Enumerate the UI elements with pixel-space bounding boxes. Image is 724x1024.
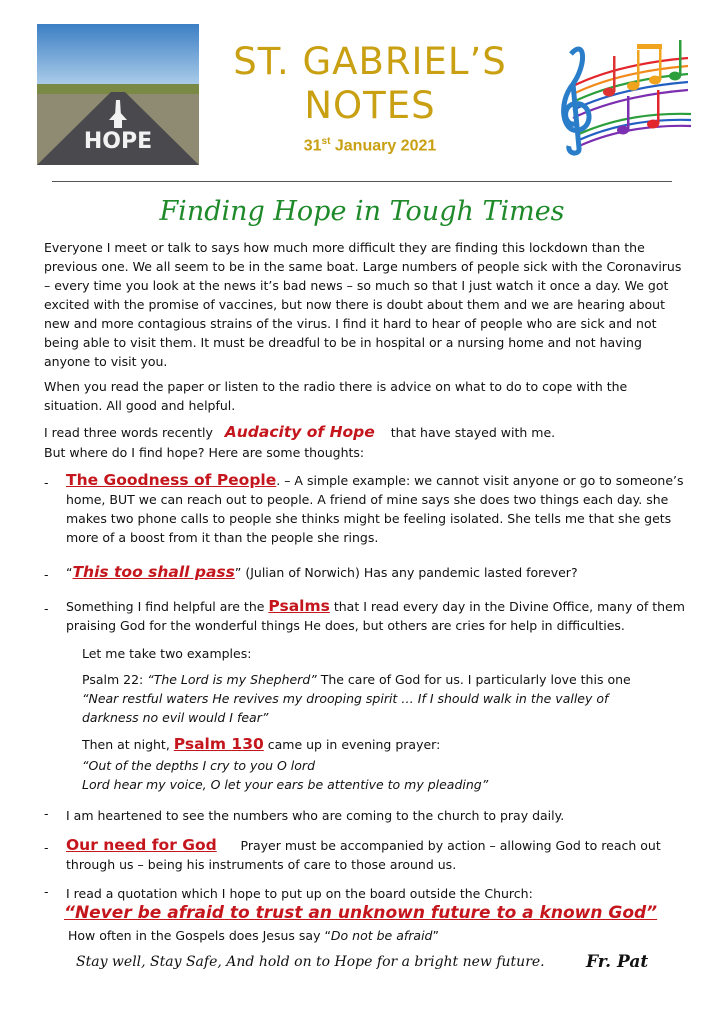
bullet-psalms: Something I find helpful are the Psalms that I read every day in the Divine Office, many of them praising God for the wonderful things He does, but others are cries for help in difficulties.: [66, 597, 685, 633]
psalm-130-title: Psalm 130: [173, 735, 264, 753]
article-headline: Finding Hope in Tough Times: [159, 196, 565, 227]
bullet-marker: -: [44, 806, 49, 821]
goodness-of-people-title: The Goodness of People: [66, 471, 277, 489]
bullet-goodness-of-people: The Goodness of People. – A simple example: we cannot visit anyone or go to someone’s home, BUT we can reach out to people. A friend of mine says she does two things each day. she makes two phone calls to people she thinks might be feeling isolated. She tells me that she gets more of a boost from it than the people she rings.: [66, 471, 684, 545]
paragraph-where-hope: But where do I find hope? Here are some thoughts:: [44, 445, 365, 460]
bullet-this-too-shall-pass: “This too shall pass” (Julian of Norwich) Has any pandemic lasted forever?: [66, 563, 578, 581]
hope-image-text: HOPE: [83, 129, 153, 154]
this-too-shall-pass-title: This too shall pass: [72, 563, 235, 581]
newsletter-title-line2: NOTES: [304, 84, 436, 127]
bullet-quotation: I read a quotation which I hope to put up on the board outside the Church:: [66, 886, 533, 901]
closing-message: Stay well, Stay Safe, And hold on to Hope for a bright new future.: [76, 954, 545, 970]
psalm-130-line1: Then at night, Psalm 130 came up in evening prayer:: [82, 735, 441, 753]
paragraph-intro: Everyone I meet or talk to says how much more difficult they are finding this lockdown than the previous one. We all seem to be in the same boat. Large numbers of people sick with the Coronavirus – every time you look at the news it’s bad news – so much so that I just watch it once a day. We got excited with the promise of vaccines, but now there is doubt about them and we are hearing about new and more contagious strains of the virus. I find it hard to hear of people who are sick and not being able to visit them. It must be dreadful to be in hospital or a nursing home and not having anyone to visit you.: [44, 240, 682, 369]
do-not-be-afraid-line: How often in the Gospels does Jesus say “Do not be afraid”: [68, 928, 439, 943]
bullet-need-for-god: Our need for God Prayer must be accompanied by action – allowing God to reach out through us – being his instruments of care to those around us.: [66, 836, 661, 872]
header-divider: [52, 181, 672, 182]
bullet-marker: -: [44, 840, 49, 855]
newsletter-title-line1: ST. GABRIEL’S: [233, 40, 507, 83]
hope-road-image: [37, 24, 199, 165]
bullet-church-numbers: I am heartened to see the numbers who are coming to the church to pray daily.: [66, 808, 565, 823]
psalm-22-line3: darkness no evil would I fear”: [82, 710, 269, 725]
bullet-marker: -: [44, 567, 49, 582]
audacity-of-hope-highlight: Audacity of Hope: [224, 423, 375, 441]
psalm-22-line1: Psalm 22: “The Lord is my Shepherd” The care of God for us. I particularly love this one: [82, 672, 631, 687]
psalm-examples-intro: Let me take two examples:: [82, 646, 252, 661]
psalm-130-line2: “Out of the depths I cry to you O lord: [82, 758, 316, 773]
bullet-marker: -: [44, 601, 49, 616]
psalm-130-line3: Lord hear my voice, O let your ears be attentive to my pleading”: [82, 777, 489, 792]
paragraph-three-words: I read three words recently Audacity of Hope that have stayed with me.: [44, 423, 556, 441]
paragraph-advice: When you read the paper or listen to the radio there is advice on what to do to cope with the situation. All good and helpful.: [44, 379, 628, 413]
psalm-22-line2: “Near restful waters He revives my drooping spirit … If I should walk in the valley of: [82, 691, 609, 706]
bullet-marker: -: [44, 475, 49, 490]
need-for-god-title: Our need for God: [66, 836, 217, 854]
music-notes-image: [543, 34, 693, 156]
quotation-text: “Never be afraid to trust an unknown future to a known God”: [64, 903, 658, 923]
bullet-marker: -: [44, 884, 49, 899]
psalms-title: Psalms: [268, 597, 330, 615]
newsletter-date: 31st January 2021: [303, 136, 437, 155]
signature: Fr. Pat: [586, 952, 649, 972]
